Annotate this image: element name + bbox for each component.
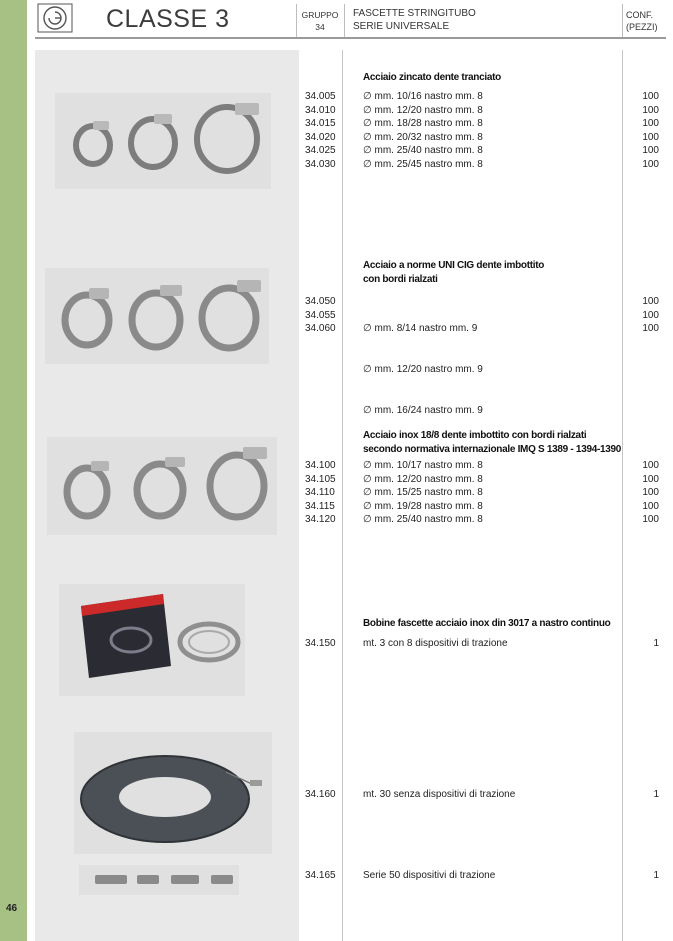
- product-code: 34.100: [305, 460, 336, 471]
- pack-quantities: [620, 295, 659, 336]
- hose-clamps-zinc-photo: [55, 93, 271, 189]
- product-code: 34.115: [305, 500, 335, 512]
- product-codes: [305, 869, 353, 883]
- product-description: ∅ mm. 10/16 nastro mm. 8: [363, 91, 483, 102]
- section-title: [363, 259, 621, 286]
- page-header: [27, 0, 673, 41]
- section-title: [363, 429, 621, 456]
- product-descriptions: [363, 869, 618, 883]
- header-divider: [344, 4, 345, 37]
- pack-quantity: 1: [653, 789, 659, 800]
- pack-quantities: [620, 788, 659, 802]
- product-code: 34.030: [305, 158, 336, 170]
- product-description: ∅ mm. 12/20 nastro mm. 8: [363, 473, 483, 485]
- hose-clamps-inox-photo: [47, 437, 277, 535]
- product-description: Serie 50 dispositivi di trazione: [363, 870, 496, 881]
- product-description: ∅ mm. 12/20 nastro mm. 9: [363, 363, 483, 375]
- group-label-text: GRUPPO: [301, 10, 339, 20]
- pack-quantity: 100: [642, 104, 659, 116]
- product-description: ∅ mm. 8/14 nastro mm. 9: [363, 323, 478, 335]
- product-code: 34.055: [305, 309, 336, 321]
- product-description: ∅ mm. 16/24 nastro mm. 9: [363, 404, 483, 416]
- side-color-strip: [0, 0, 27, 941]
- pack-quantity: 100: [642, 323, 659, 335]
- product-description: mt. 30 senza dispositivi di trazione: [363, 789, 516, 800]
- product-description: ∅ mm. 15/25 nastro mm. 8: [363, 487, 483, 499]
- product-description: ∅ mm. 12/20 nastro mm. 8: [363, 104, 483, 116]
- pack-quantity: 100: [642, 487, 659, 499]
- product-code: 34.020: [305, 131, 336, 143]
- pack-label-line2: (PEZZI): [626, 22, 658, 32]
- pack-quantity: 100: [642, 460, 659, 471]
- header-rule: [35, 37, 666, 39]
- product-codes: [305, 788, 353, 802]
- product-code: 34.010: [305, 104, 336, 116]
- hose-clamps-uni-cig-photo: [45, 268, 269, 364]
- product-code: 34.060: [305, 323, 336, 335]
- product-code: 34.150: [305, 638, 336, 649]
- product-description: ∅ mm. 20/32 nastro mm. 8: [363, 131, 483, 143]
- product-descriptions: [363, 459, 618, 527]
- pack-label-line1: CONF.: [626, 10, 653, 20]
- product-codes: [305, 637, 353, 651]
- section-title-line: con bordi rialzati: [363, 273, 438, 285]
- company-logo-icon: [37, 3, 73, 33]
- section-title-line: Bobine fascette acciaio inox din 3017 a nastro continuo: [363, 618, 611, 629]
- product-description: ∅ mm. 25/40 nastro mm. 8: [363, 145, 483, 157]
- section-title-line: Acciaio a norme UNI CIG dente imbottito: [363, 260, 545, 271]
- group-number: 34: [315, 22, 325, 32]
- header-divider: [296, 4, 297, 37]
- product-description: ∅ mm. 18/28 nastro mm. 8: [363, 118, 483, 130]
- product-codes: [305, 90, 353, 172]
- product-description: ∅ mm. 10/17 nastro mm. 8: [363, 460, 483, 471]
- pack-quantity: 100: [642, 145, 659, 157]
- pack-quantity: 100: [642, 514, 659, 526]
- group-label: [298, 9, 342, 33]
- product-codes: [305, 295, 353, 336]
- pack-quantities: [620, 637, 659, 651]
- product-descriptions: [363, 637, 618, 651]
- product-code: 34.050: [305, 296, 336, 307]
- pack-quantity: 100: [642, 131, 659, 143]
- product-code: 34.110: [305, 487, 335, 499]
- product-code: 34.120: [305, 514, 336, 526]
- pack-quantity: 100: [642, 500, 659, 512]
- pack-quantity: 1: [653, 638, 659, 649]
- section-title-line: Acciaio zincato dente tranciato: [363, 72, 501, 83]
- product-descriptions: [363, 295, 618, 431]
- product-code: 34.015: [305, 118, 336, 130]
- category-title-line1: FASCETTE STRINGITUBO: [353, 8, 476, 19]
- product-code: 34.005: [305, 91, 336, 102]
- page-number: 46: [6, 903, 18, 914]
- pack-quantity: 1: [653, 870, 659, 881]
- traction-devices-photo: [79, 865, 239, 895]
- product-descriptions: [363, 90, 618, 172]
- product-code: 34.165: [305, 870, 336, 881]
- product-description: ∅ mm. 25/45 nastro mm. 8: [363, 158, 483, 170]
- pack-quantity: 100: [642, 118, 659, 130]
- pack-quantity-header: [626, 9, 658, 33]
- category-title-line2: SERIE UNIVERSALE: [353, 21, 450, 32]
- clamp-coil-box-photo: [59, 584, 245, 696]
- product-description: mt. 3 con 8 dispositivi di trazione: [363, 638, 508, 649]
- product-code: 34.105: [305, 473, 336, 485]
- product-descriptions: [363, 788, 618, 802]
- pack-quantities: [620, 869, 659, 883]
- pack-quantity: 100: [642, 158, 659, 170]
- section-title-line: Acciaio inox 18/8 dente imbottito con bordi rialzati: [363, 430, 587, 441]
- pack-quantity: 100: [642, 296, 659, 307]
- section-title-line: secondo normativa internazionale IMQ S 1389 - 1394-1390: [363, 443, 622, 455]
- pack-quantities: [620, 90, 659, 172]
- product-code: 34.025: [305, 145, 336, 157]
- pack-quantity: 100: [642, 473, 659, 485]
- product-code: 34.160: [305, 789, 336, 800]
- section-title: [363, 617, 621, 631]
- product-codes: [305, 459, 353, 527]
- category-title: [353, 7, 476, 33]
- pack-quantity: 100: [642, 309, 659, 321]
- product-description: ∅ mm. 19/28 nastro mm. 8: [363, 500, 483, 512]
- clamp-coil-30m-photo: [74, 732, 272, 854]
- class-title: CLASSE 3: [106, 5, 230, 33]
- pack-quantities: [620, 459, 659, 527]
- header-divider: [622, 4, 623, 37]
- product-description: ∅ mm. 25/40 nastro mm. 8: [363, 514, 483, 526]
- pack-quantity: 100: [642, 91, 659, 102]
- section-title: [363, 71, 621, 85]
